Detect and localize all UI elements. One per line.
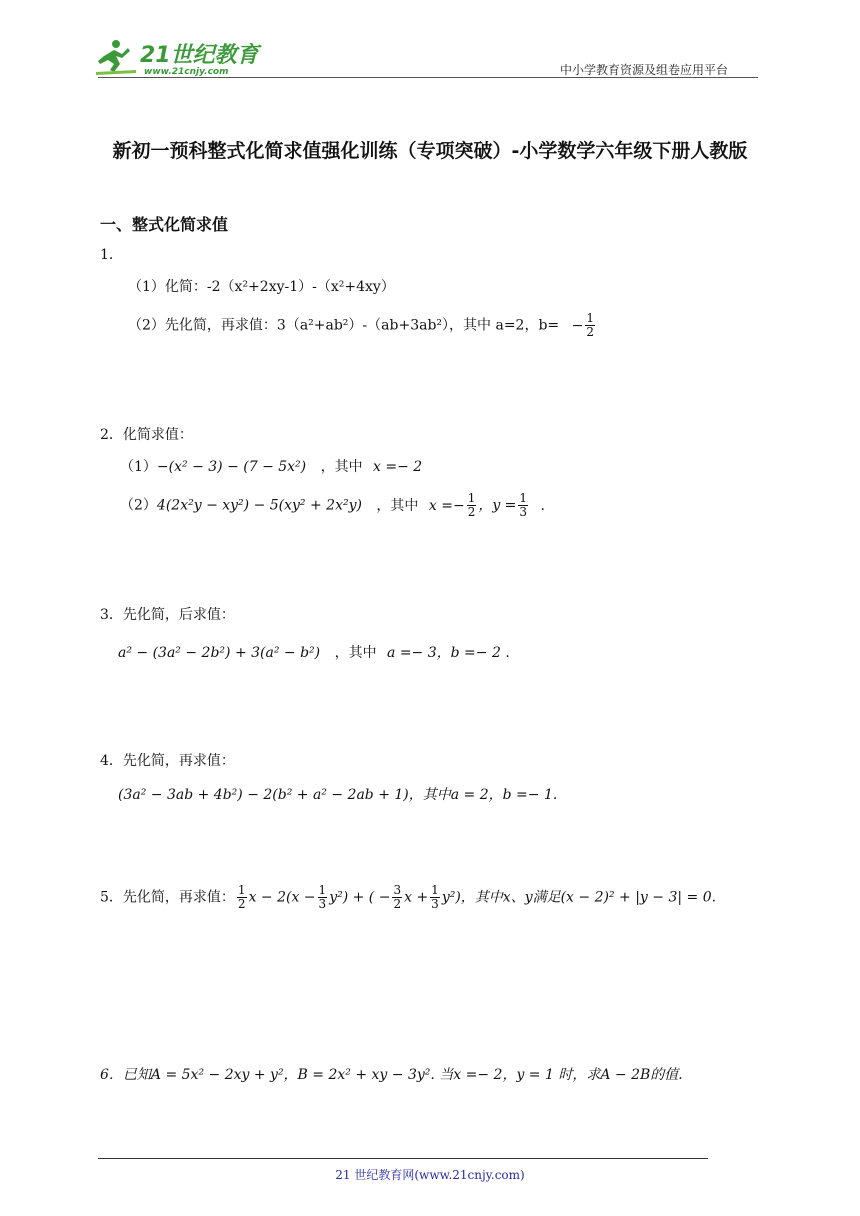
section-heading: 一、整式化简求值 <box>100 215 229 234</box>
q5-body: 5．先化简，再求值： $\frac{1}{2}$ x − 2(x − $\frac{1}{3}$ y²) + ( − $\frac{3}{2}$ x + $\frac{1}{3}$ y²)，其中x、y满足(x − 2)² + |y − 3| = 0. <box>100 883 717 911</box>
svg-text:www.21cnjy.com: www.21cnjy.com <box>144 67 229 77</box>
svg-text:21世纪教育: 21世纪教育 <box>140 43 259 68</box>
q1-part2-sign: − <box>571 317 584 334</box>
q4-number: 4．先化简，再求值： <box>100 753 235 769</box>
footer-divider <box>98 1158 708 1159</box>
q6-body: 6．已知A = 5x² − 2xy + y²，B = 2x² + xy − 3y². 当x =− 2，y = 1 时，求A − 2B的值. <box>100 1067 683 1083</box>
header-divider <box>98 77 758 78</box>
q4-body: (3a² − 3ab + 4b²) − 2(b² + a² − 2ab + 1)，其中a = 2，b =− 1. <box>118 787 558 803</box>
platform-name: 中小学教育资源及组卷应用平台 <box>560 63 729 77</box>
q1-part1: （1）化简：-2（x²+2xy-1）-（x²+4xy） <box>128 279 395 295</box>
site-logo <box>96 36 266 80</box>
q2-part2: （2）4(2x²y − xy²) − 5(xy² + 2x²y) ，其中 x =− $\frac{1}{2}$ ，y = $\frac{1}{3}$ . <box>120 491 545 519</box>
q3-body: a² − (3a² − 2b²) + 3(a² − b²) ，其中 a =− 3，b =− 2 . <box>118 645 510 661</box>
q1-number: 1． <box>100 247 123 263</box>
q2-x-fraction: $\frac{1}{2}$ <box>467 491 476 519</box>
q1-fraction: $\frac{1}{2}$ <box>586 311 594 339</box>
q1-part2-text: （2）先化简，再求值：3（a²+ab²）-（ab+3ab²），其中 a=2，b= <box>128 317 560 334</box>
q3-number: 3．先化简，后求值： <box>100 607 235 623</box>
q2-part1: （1）−(x² − 3) − (7 − 5x²) ，其中 x =− 2 <box>120 459 423 475</box>
q2-number: 2．化简求值： <box>100 427 193 443</box>
footer-text: 21 世纪教育网(www.21cnjy.com) <box>335 1168 525 1182</box>
q1-part2 <box>128 312 597 339</box>
page-title: 新初一预科整式化简求值强化训练（专项突破）-小学数学六年级下册人教版 <box>112 140 748 162</box>
q2-y-fraction: $\frac{1}{3}$ <box>519 491 528 519</box>
